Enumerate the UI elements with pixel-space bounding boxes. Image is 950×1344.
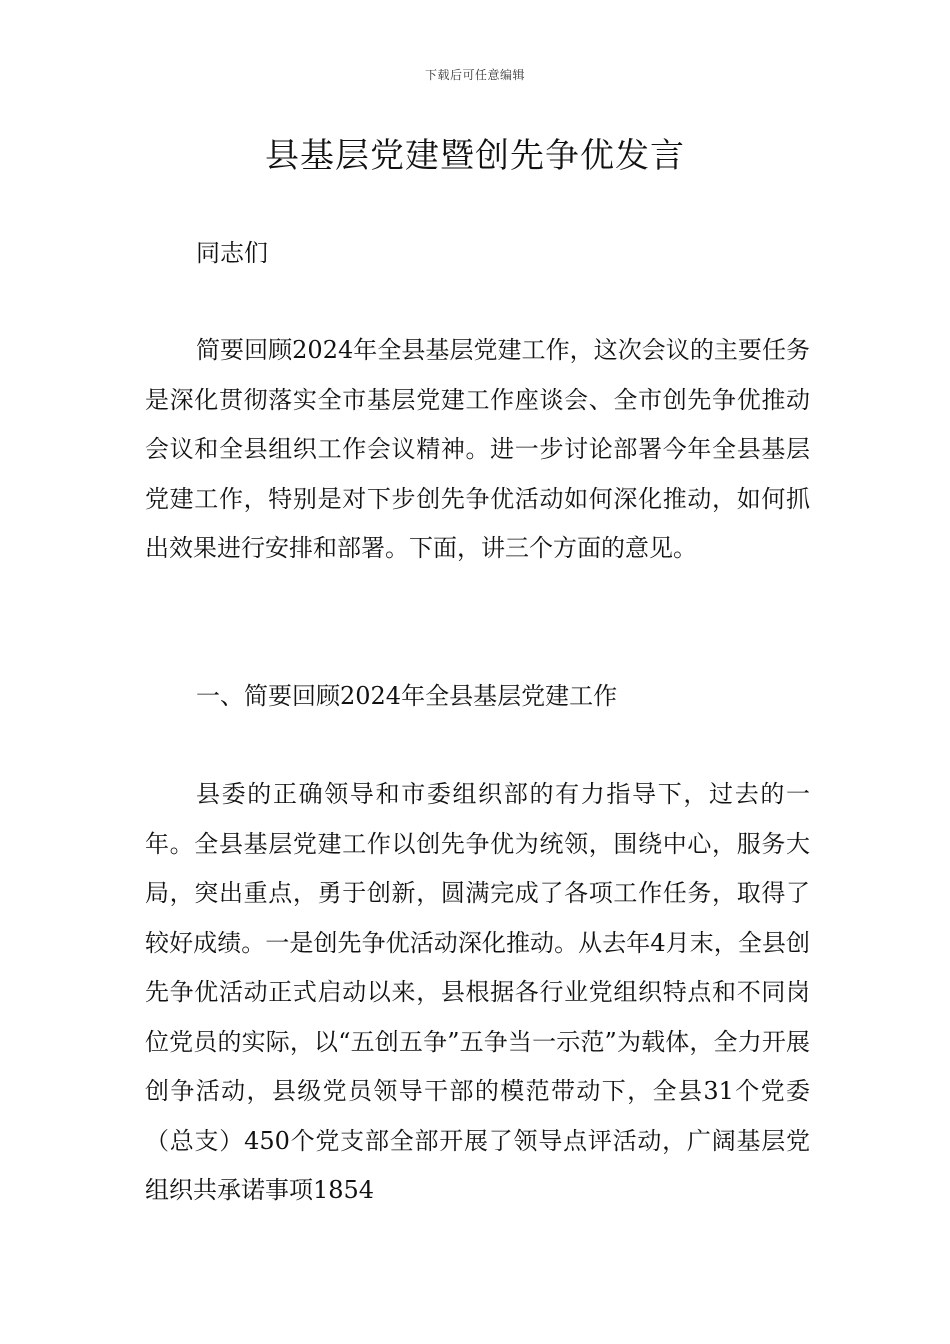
paragraph-section-1: 县委的正确领导和市委组织部的有力指导下，过去的一年。全县基层党建工作以创先争优为统领，围绕中心，服务大局，突出重点，勇于创新，圆满完成了各项工作任务，取得了较好成绩。一是创先争优活动深化推动。从去年4月末，全县创先争优活动正式启动以来，县根据各行业党组织特点和不同岗位党员的实际，以“五创五争”五争当一示范”为载体，全力开展创争活动，县级党员领导干部的模范带动下，全县31个党委（总支）450个党支部全部开展了领导点评活动，广阔基层党组织共承诺事项1854 bbox=[145, 780, 810, 1204]
salutation: 同志们 bbox=[196, 239, 268, 267]
document-title: 县基层党建暨创先争优发言 bbox=[265, 136, 685, 176]
section-heading-1: 一、简要回顾2024年全县基层党建工作 bbox=[196, 682, 618, 710]
header-note: 下载后可任意编辑 bbox=[424, 68, 525, 82]
paragraph-intro: 简要回顾2024年全县基层党建工作，这次会议的主要任务是深化贯彻落实全市基层党建工作座谈会、全市创先争优推动会议和全县组织工作会议精神。进一步讨论部署今年全县基层党建工作，特别是对下步创先争优活动如何深化推动，如何抓出效果进行安排和部署。下面，讲三个方面的意见。 bbox=[145, 336, 810, 562]
